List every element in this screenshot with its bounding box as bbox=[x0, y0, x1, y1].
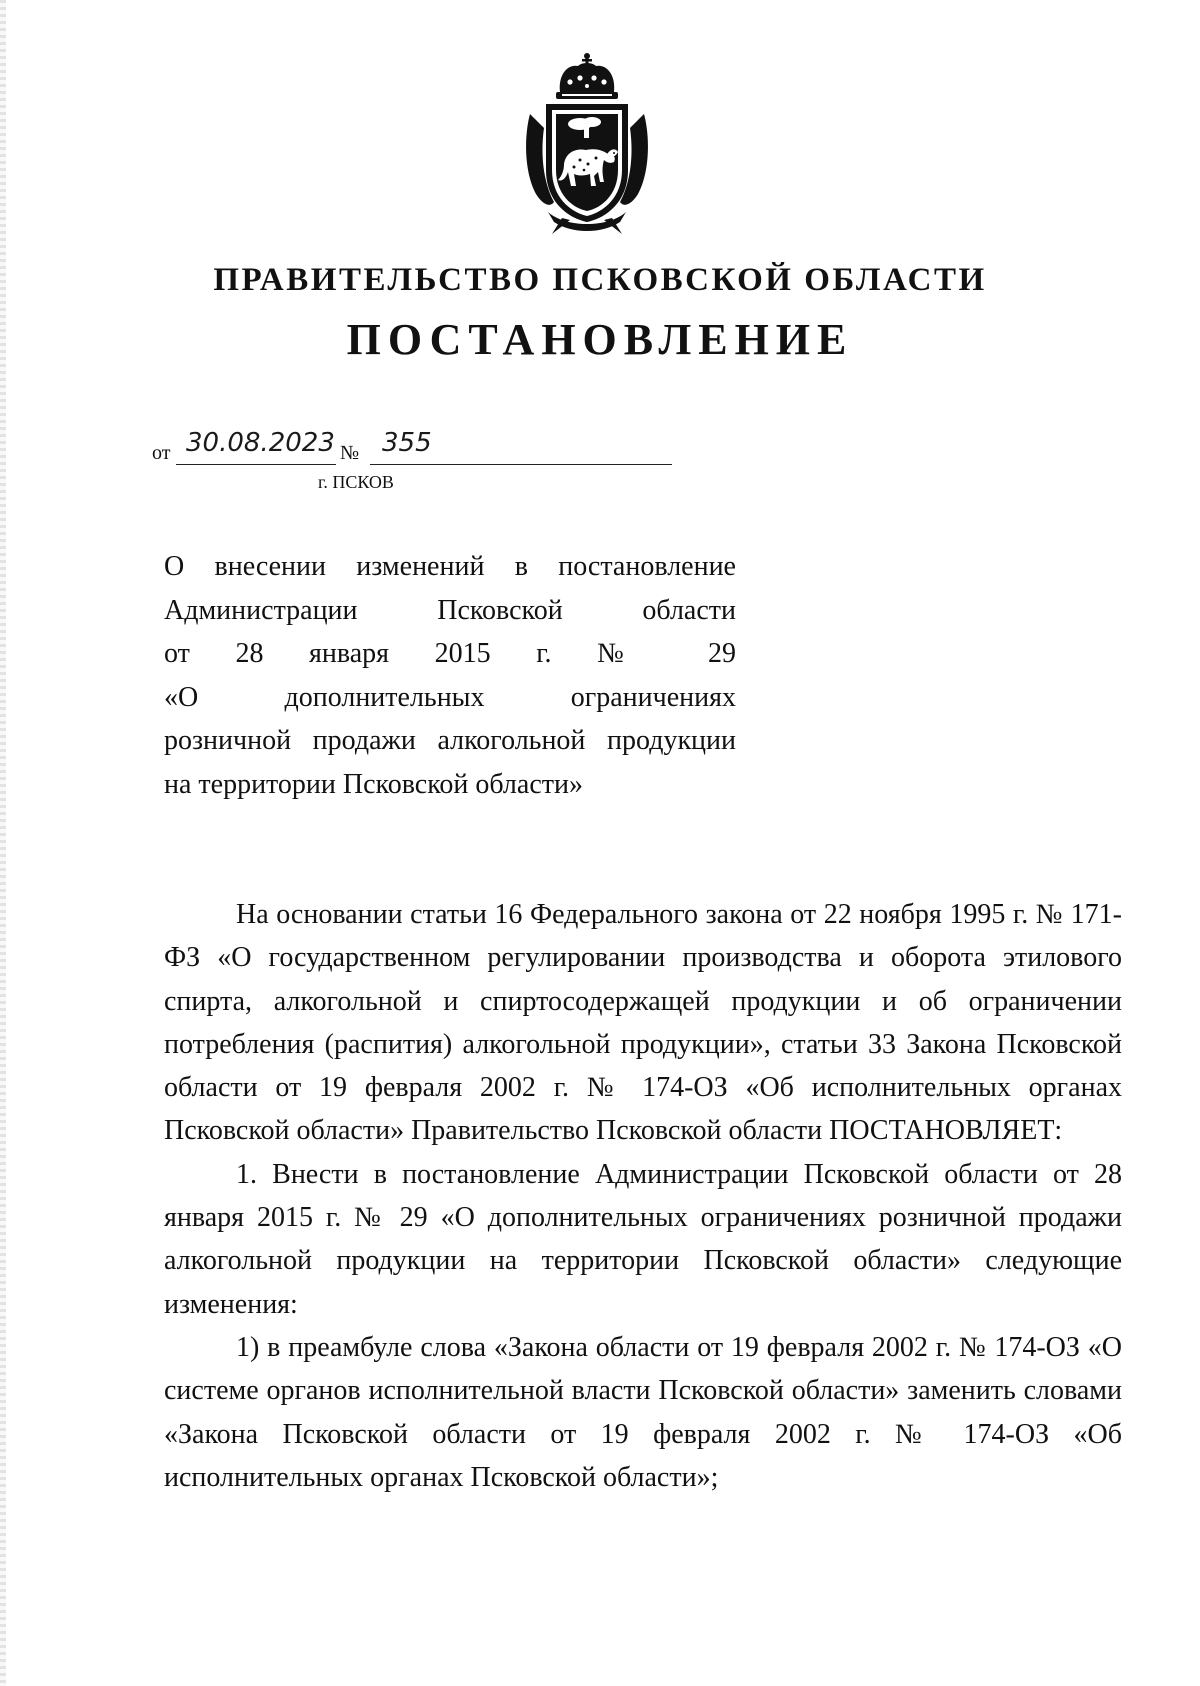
subject-line: Администрации Псковской области bbox=[164, 594, 736, 626]
date-underline bbox=[176, 464, 336, 465]
date-prefix: от bbox=[152, 442, 171, 464]
scan-edge bbox=[0, 0, 6, 1686]
handwritten-number: 355 bbox=[382, 428, 432, 458]
document-body bbox=[164, 893, 1122, 1499]
preamble-paragraph: На основании статьи 16 Федерального закона от 22 ноября 1995 г. № 171-ФЗ «О государственном регулировании производства и оборота этилового спирта, алкогольной и спиртосодержащей продукции и об ограничении потребления (распития) алкогольной продукции», статьи 33 Закона Псковской области от 19 февраля 2002 г. № 174-ОЗ «Об исполнительных органах Псковской области» Правительство Псковской области ПОСТАНОВЛЯЕТ: bbox=[164, 899, 1122, 1147]
document-subject bbox=[164, 545, 736, 806]
handwritten-date: 30.08.2023 bbox=[186, 428, 335, 458]
organization-title: ПРАВИТЕЛЬСТВО ПСКОВСКОЙ ОБЛАСТИ bbox=[213, 262, 987, 298]
subject-line: от 28 января 2015 г. № 29 bbox=[164, 638, 736, 669]
subitem-1-paragraph: 1) в преамбуле слова «Закона области от 19 февраля 2002 г. № 174-ОЗ «О системе органов исполнительной власти Псковской области» заменить словами «Закона Псковской области от 19 февраля 2002 г. № 174-ОЗ «Об исполнительных органах Псковской области»; bbox=[164, 1331, 1122, 1493]
city-label: г. ПСКОВ bbox=[318, 472, 394, 492]
subject-line: «О дополнительных ограничениях bbox=[164, 681, 736, 713]
number-underline bbox=[370, 464, 672, 465]
document-type-heading: ПОСТАНОВЛЕНИЕ bbox=[346, 315, 854, 364]
item-1-paragraph: 1. Внести в постановление Администрации Псковской области от 28 января 2015 г. № 29 «О дополнительных ограничениях розничной продажи алкогольной продукции на территории Псковской области» следующие изменения: bbox=[164, 1158, 1122, 1320]
subject-line: на территории Псковской области» bbox=[164, 768, 583, 800]
number-prefix: № bbox=[340, 442, 360, 464]
subject-line: О внесении изменений в постановление bbox=[164, 551, 736, 582]
coat-of-arms-icon bbox=[522, 52, 652, 234]
subject-line: розничной продажи алкогольной продукции bbox=[164, 725, 736, 756]
